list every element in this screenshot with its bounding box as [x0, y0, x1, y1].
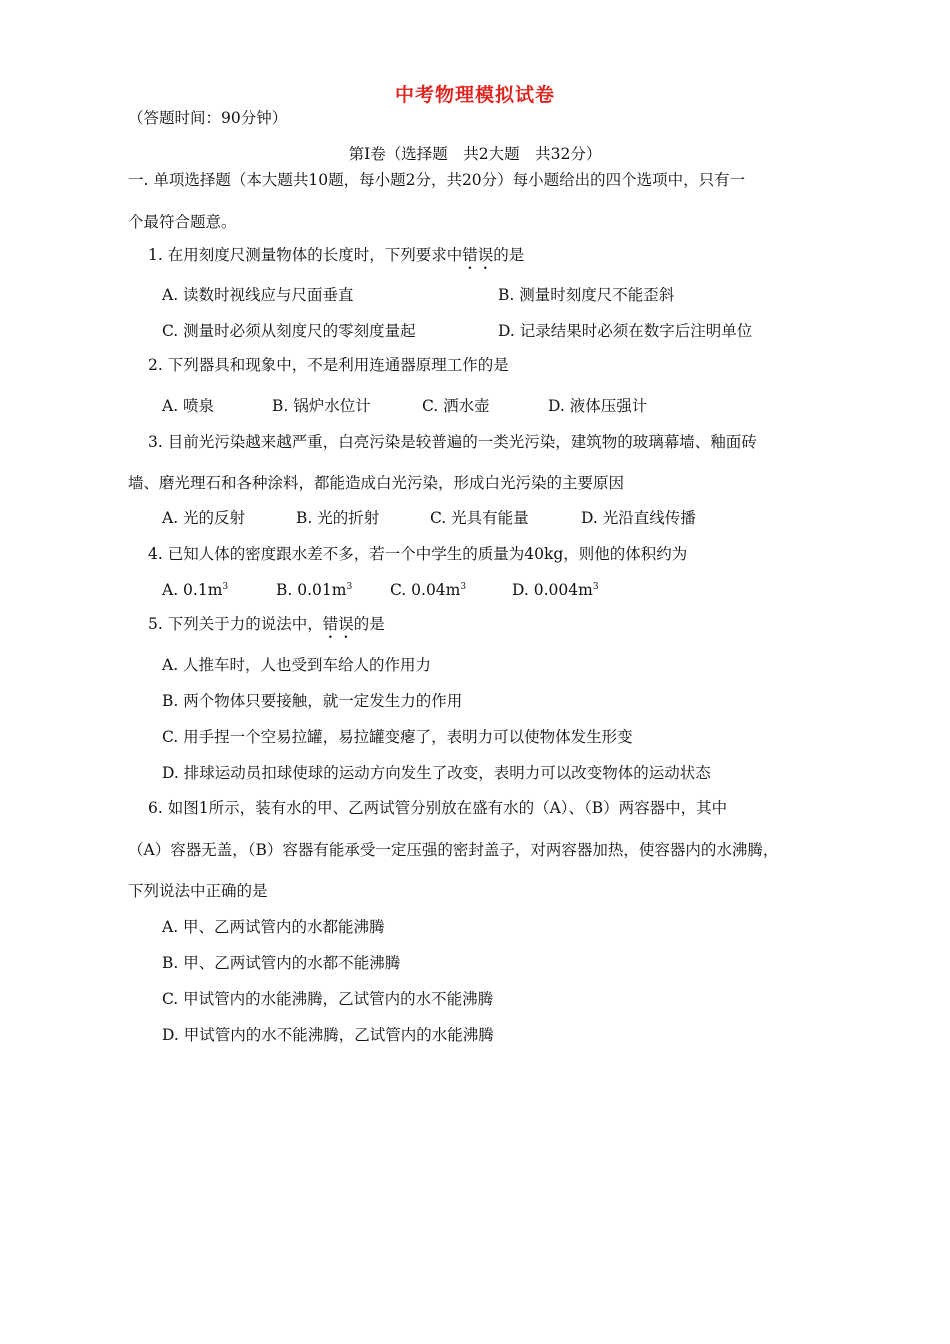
question-1-stem-post: 的是 — [493, 246, 525, 264]
question-4-stem: 4. 已知人体的密度跟水差不多，若一个中学生的质量为40kg，则他的体积约为 — [148, 545, 688, 563]
question-5-stem-pre: 5. 下列关于力的说法中， — [148, 615, 323, 633]
question-5-option-d: D. 排球运动员扣球使球的运动方向发生了改变，表明力可以改变物体的运动状态 — [162, 764, 711, 782]
question-1-option-c: C. 测量时必须从刻度尺的零刻度量起 — [162, 322, 416, 340]
question-2-option-b: B. 锅炉水位计 — [272, 397, 371, 415]
question-2-option-c: C. 洒水壶 — [422, 397, 490, 415]
question-4-option-b — [276, 580, 352, 600]
question-6-stem-line3: 下列说法中正确的是 — [128, 882, 268, 900]
question-2-option-d: D. 液体压强计 — [548, 397, 648, 415]
question-4-option-b-exponent: 3 — [346, 581, 353, 592]
question-4-option-d — [512, 580, 599, 600]
question-1-option-b: B. 测量时刻度尺不能歪斜 — [498, 286, 675, 304]
question-3-option-c: C. 光具有能量 — [430, 509, 529, 527]
question-6-option-b: B. 甲、乙两试管内的水都不能沸腾 — [162, 954, 401, 972]
question-6-stem-line2: （A）容器无盖，（B）容器有能承受一定压强的密封盖子，对两容器加热，使容器内的水沸腾， — [128, 841, 779, 859]
question-4-option-a-text: A. 0.1m — [162, 581, 223, 599]
question-5-emphasis: 错误 — [322, 615, 354, 633]
exam-time: （答题时间：90分钟） — [128, 109, 288, 127]
question-4-option-a — [162, 580, 228, 600]
question-6-option-c: C. 甲试管内的水能沸腾，乙试管内的水不能沸腾 — [162, 990, 494, 1008]
question-1-stem-pre: 1. 在用刻度尺测量物体的长度时，下列要求中 — [148, 246, 463, 264]
question-3-option-b: B. 光的折射 — [296, 509, 380, 527]
section-instructions-line1: 一. 单项选择题（本大题共10题，每小题2分，共20分）每小题给出的四个选项中，只有一 — [128, 171, 746, 189]
section-instructions-line2: 个最符合题意。 — [128, 213, 237, 231]
question-6-stem-line1: 6. 如图1所示，装有水的甲、乙两试管分别放在盛有水的（A）、（B）两容器中，其中 — [148, 799, 728, 817]
question-3-stem-line1: 3. 目前光污染越来越严重，白亮污染是较普遍的一类光污染，建筑物的玻璃幕墙、釉面砖 — [148, 433, 757, 451]
question-1-emphasis: 错误 — [462, 246, 494, 264]
page-title: 中考物理模拟试卷 — [394, 84, 555, 106]
question-4-option-b-text: B. 0.01m — [276, 581, 347, 599]
question-5-stem — [148, 614, 385, 642]
question-4-option-c — [390, 580, 466, 600]
question-1-option-a: A. 读数时视线应与尺面垂直 — [162, 286, 354, 304]
question-3-option-d: D. 光沿直线传播 — [581, 509, 696, 527]
question-3-option-a: A. 光的反射 — [162, 509, 246, 527]
part-header: 第I卷（选择题 共2大题 共32分） — [348, 145, 602, 163]
question-2-option-a: A. 喷泉 — [162, 397, 215, 415]
question-5-option-b: B. 两个物体只要接触，就一定发生力的作用 — [162, 692, 463, 710]
question-1-option-d: D. 记录结果时必须在数字后注明单位 — [498, 322, 753, 340]
question-6-option-a: A. 甲、乙两试管内的水都能沸腾 — [162, 918, 385, 936]
question-6-option-d: D. 甲试管内的水不能沸腾，乙试管内的水能沸腾 — [162, 1026, 494, 1044]
question-2-stem: 2. 下列器具和现象中，不是利用连通器原理工作的是 — [148, 356, 509, 374]
question-1-stem — [148, 245, 524, 273]
question-4-option-d-text: D. 0.004m — [512, 581, 593, 599]
question-5-option-a: A. 人推车时，人也受到车给人的作用力 — [162, 656, 432, 674]
question-4-option-c-exponent: 3 — [460, 581, 467, 592]
question-4-option-d-exponent: 3 — [592, 581, 599, 592]
question-3-stem-line2: 墙、磨光理石和各种涂料，都能造成白光污染，形成白光污染的主要原因 — [128, 474, 625, 492]
question-4-option-c-text: C. 0.04m — [390, 581, 461, 599]
question-4-option-a-exponent: 3 — [222, 581, 229, 592]
question-5-stem-post: 的是 — [353, 615, 385, 633]
question-5-option-c: C. 用手捏一个空易拉罐，易拉罐变瘪了，表明力可以使物体发生形变 — [162, 728, 633, 746]
